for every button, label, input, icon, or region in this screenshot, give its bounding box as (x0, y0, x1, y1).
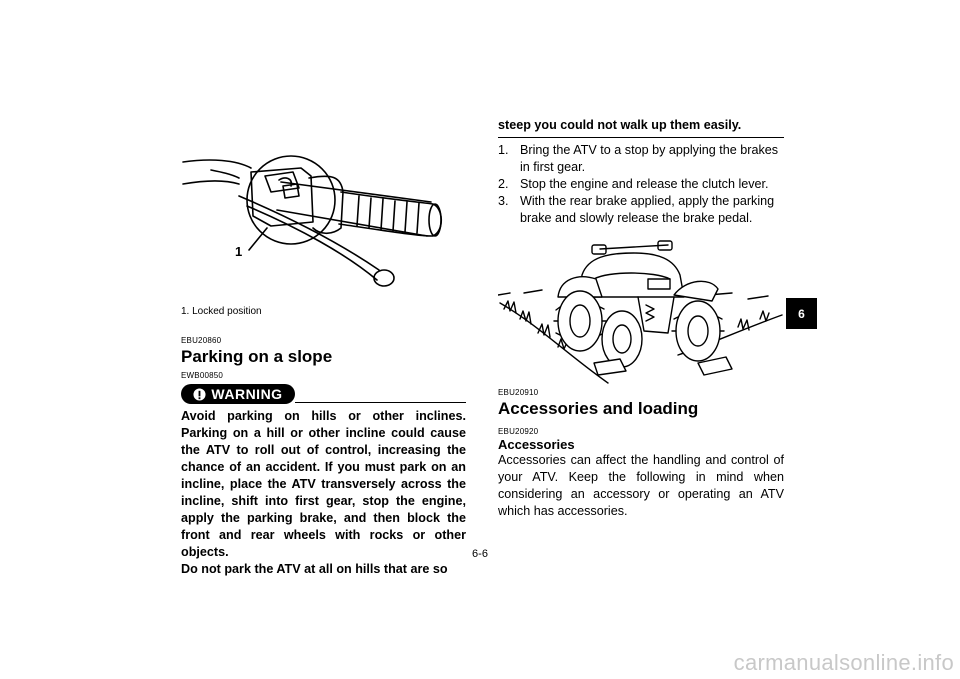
warning-triangle-icon (193, 388, 206, 401)
atv-parked-illustration (498, 235, 784, 385)
figure-callout-number: 1 (235, 244, 243, 259)
handlebar-illustration (181, 132, 466, 302)
step-number: 2. (498, 177, 509, 191)
list-item (498, 176, 784, 193)
step-number: 1. (498, 143, 509, 157)
left-column (181, 132, 466, 578)
warning-paragraph: Avoid parking on hills or other inclines. Parking on a hill or other incline could cause the ATV to roll out of control, increasing the chance of an accident. If you must park on an incline, place the ATV transversely across the incline, shift into first gear, stop the engine, apply the parking brake, and then block the front and rear wheels with rocks or other objects. (181, 409, 466, 559)
warning-paragraph: Do not park the ATV at all on hills that are so (181, 562, 448, 576)
warning-header (181, 384, 466, 404)
subsection-code: EBU20920 (498, 427, 539, 436)
warning-end-rule (498, 137, 784, 138)
warning-badge (181, 384, 295, 404)
step-number: 3. (498, 194, 509, 208)
handlebar-figure (181, 132, 466, 302)
warning-code: EWB00850 (181, 371, 224, 380)
watermark: carmanualsonline.info (733, 650, 954, 675)
warning-body (181, 408, 466, 578)
right-column (498, 117, 784, 520)
warning-label: WARNING (211, 386, 283, 402)
step-text: Bring the ATV to a stop by applying the brakes in first gear. (520, 143, 779, 174)
subsection-title: Accessories (498, 437, 575, 452)
chapter-tab: 6 (786, 298, 817, 329)
section-code: EBU20910 (498, 388, 539, 397)
list-item (498, 193, 784, 227)
parking-steps (498, 142, 784, 227)
warning-continuation: steep you could not walk up them easily. (498, 118, 742, 132)
atv-on-slope-illustration (498, 235, 784, 385)
page-number: 6-6 (472, 548, 488, 560)
accessories-paragraph: Accessories can affect the handling and control of your ATV. Keep the following in mind when considering an accessory or operating an ATV which has accessories. (498, 453, 784, 518)
section-title: Accessories and loading (498, 399, 699, 418)
figure-caption: 1. Locked position (181, 306, 262, 317)
section-title: Parking on a slope (181, 347, 333, 366)
step-text: Stop the engine and release the clutch lever. (520, 177, 769, 191)
step-text: With the rear brake applied, apply the parking brake and slowly release the brake pedal. (520, 194, 775, 225)
section-code: EBU20860 (181, 336, 222, 345)
warning-rule (295, 402, 466, 403)
list-item (498, 142, 784, 176)
